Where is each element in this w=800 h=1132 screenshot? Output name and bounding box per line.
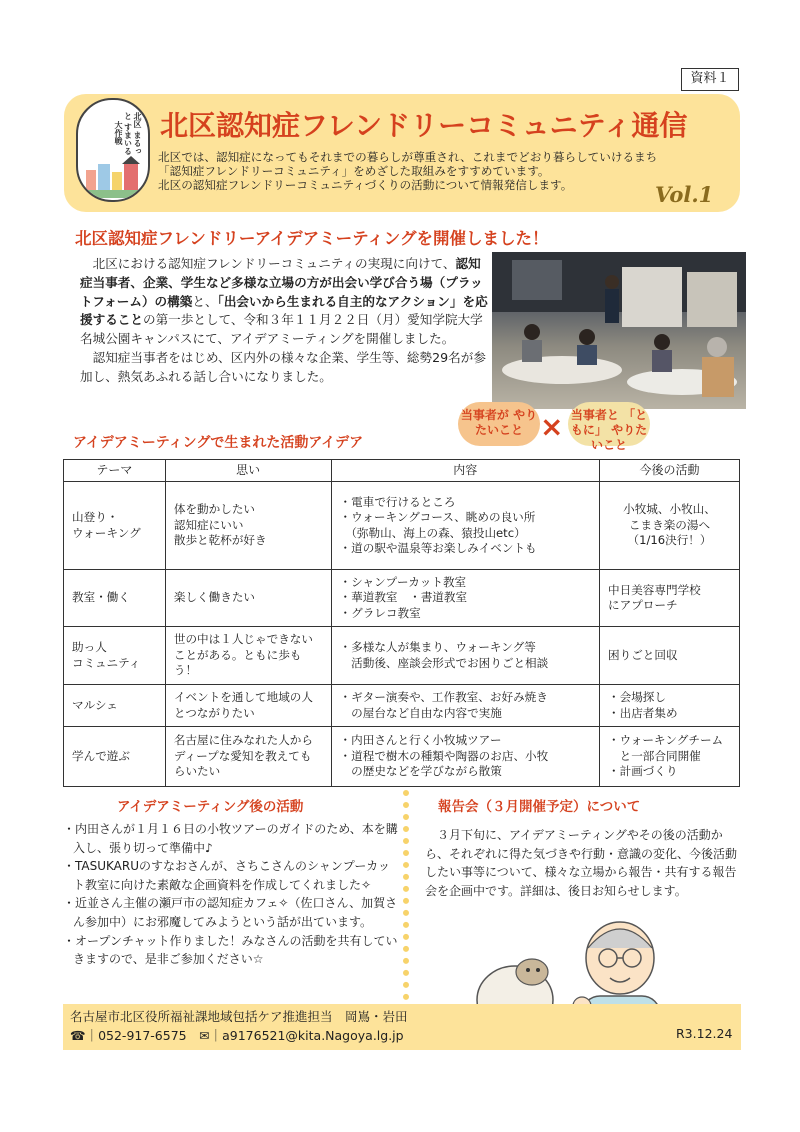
after-activity-list [63, 820, 401, 969]
thought-cell: 名古屋に住みなれた人からディープな愛知を教えてもらいたい [165, 727, 331, 787]
thought-cell: 楽しく働きたい [165, 570, 331, 627]
future-cell: ・ウォーキングチーム と一部合同開催 ・計画づくり [600, 727, 740, 787]
column-header: 内容 [331, 460, 599, 482]
report-paragraph: 認知症当事者をはじめ、区内外の様々な企業、学生等、総勢29名が参加し、熱気あふれる話し合いになりました。 [80, 349, 486, 384]
theme-cell: 学んで遊ぶ [64, 727, 166, 787]
future-cell: 困りごと回収 [600, 627, 740, 685]
bubble-self-wish: 当事者が やりたいこと [458, 402, 540, 446]
theme-cell: 助っ人 コミュニティ [64, 627, 166, 685]
table-row [64, 482, 740, 570]
content-cell: ・多様な人が集まり、ウォーキング等 活動後、座談会形式でお困りごと相談 [331, 627, 599, 685]
list-item: ・内田さんが１月１６日の小牧ツアーのガイドのため、本を購入し、張り切って準備中♪ [63, 822, 398, 855]
section-title-meeting: 北区認知症フレンドリーアイデアミーティングを開催しました！ [75, 229, 549, 248]
future-cell: 小牧城、小牧山、 こまき楽の湯へ （1/16決行！） [600, 482, 740, 570]
footer-contact: ☎｜052-917-6575 ✉｜a9176521@kita.Nagoya.lg.jp [70, 1028, 404, 1043]
ideas-table [63, 459, 740, 787]
thought-cell: イベントを通して地域の人とつながりたい [165, 685, 331, 727]
content-cell: ・ギター演奏や、工作教室、お好み焼き の屋台など自由な内容で実施 [331, 685, 599, 727]
table-row [64, 627, 740, 685]
document-label: 資料１ [681, 68, 739, 91]
table-row [64, 685, 740, 727]
column-header: 思い [165, 460, 331, 482]
bubble-together-wish: 当事者と 「ともに」 やりたいこと [568, 402, 650, 446]
column-divider [403, 790, 409, 1000]
content-cell: ・内田さんと行く小牧城ツアー ・道程で樹木の種類や陶器のお店、小牧 の歴史などを学びながら散策 [331, 727, 599, 787]
cross-mark: × [540, 410, 564, 443]
footer-date: R3.12.24 [676, 1026, 733, 1041]
table-row [64, 727, 740, 787]
theme-cell: 教室・働く [64, 570, 166, 627]
newsletter-title: 北区認知症フレンドリーコミュニティ通信 [160, 109, 688, 142]
intro-line: 北区では、認知症になってもそれまでの暮らしが尊重され、これまでどおり暮らしていけるまち [158, 150, 658, 164]
content-cell: ・シャンプーカット教室 ・華道教室 ・書道教室 ・グラレコ教室 [331, 570, 599, 627]
table-row [64, 570, 740, 627]
intro-line: 「認知症フレンドリーコミュニティ」をめざした取組みをすすめています。 [158, 164, 550, 178]
future-cell: 中日美容専門学校 にアプローチ [600, 570, 740, 627]
theme-cell: 山登り・ ウォーキング [64, 482, 166, 570]
section-title-report: 報告会（３月開催予定）について [438, 799, 641, 815]
list-item: ・オープンチャット作りました！みなさんの活動を共有していきますので、是非ご参加ください☆ [63, 933, 398, 967]
footer-office: 名古屋市北区役所福祉課地域包括ケア推進担当 岡嶌・岩田 [70, 1009, 408, 1024]
intro-line: 北区の認知症フレンドリーコミュニティづくりの活動について情報発信します。 [158, 178, 573, 192]
report-meeting-text: ３月下旬に、アイデアミーティングやその後の活動から、それぞれに得た気づきや行動・意識の変化、今後活動したい事等について、様々な立場から報告・共有する報告会を企画中です。詳細は、後日お知らせします。 [425, 828, 738, 898]
section-title-after: アイデアミーティング後の活動 [117, 799, 304, 815]
volume-number: Vol.1 [655, 182, 714, 207]
program-logo [76, 98, 150, 202]
meeting-report [80, 255, 490, 387]
section-title-ideas: アイデアミーティングで生まれた活動アイデア [73, 435, 364, 451]
column-header: 今後の活動 [600, 460, 740, 482]
list-item: ・TASUKARUのすなおさんが、さちこさんのシャンプーカット教室に向けた素敵な企画資料を作成してくれました✧ [63, 859, 391, 892]
content-cell: ・電車で行けるところ ・ウォーキングコース、眺めの良い所 （弥勒山、海上の森、猿投山etc） ・道の駅や温泉等お楽しみイベントも [331, 482, 599, 570]
meeting-photo [492, 252, 746, 409]
theme-cell: マルシェ [64, 685, 166, 727]
table-header-row [64, 460, 740, 482]
logo-text: 北区 まるっと すまいる 大作戦 [114, 111, 142, 155]
thought-cell: 体を動かしたい 認知症にいい 散歩と乾杯が好き [165, 482, 331, 570]
intro-text [158, 150, 718, 192]
thought-cell: 世の中は１人じゃできないことがある。ともに歩もう！ [165, 627, 331, 685]
meeting-photo-image [492, 252, 746, 409]
list-item: ・近並さん主催の瀬戸市の認知症カフェ✧（佐口さん、加賀さん参加中）にお邪魔してみようという話が出ています。 [63, 896, 398, 929]
report-paragraph: 北区における認知症フレンドリーコミュニティの実現に向けて、認知症当事者、企業、学生など多様な立場の方が出会い学び合う場（プラットフォーム）の構築と、「出会いから生まれる自主的なアクション」を応援することの第一歩として、令和３年１１月２２日（月）愛知学院大学名城公園キャンパスにて、アイデアミーティングを開催しました。 [80, 256, 488, 347]
future-cell: ・会場探し ・出店者集め [600, 685, 740, 727]
city-illustration-icon [84, 156, 144, 198]
column-header: テーマ [64, 460, 166, 482]
